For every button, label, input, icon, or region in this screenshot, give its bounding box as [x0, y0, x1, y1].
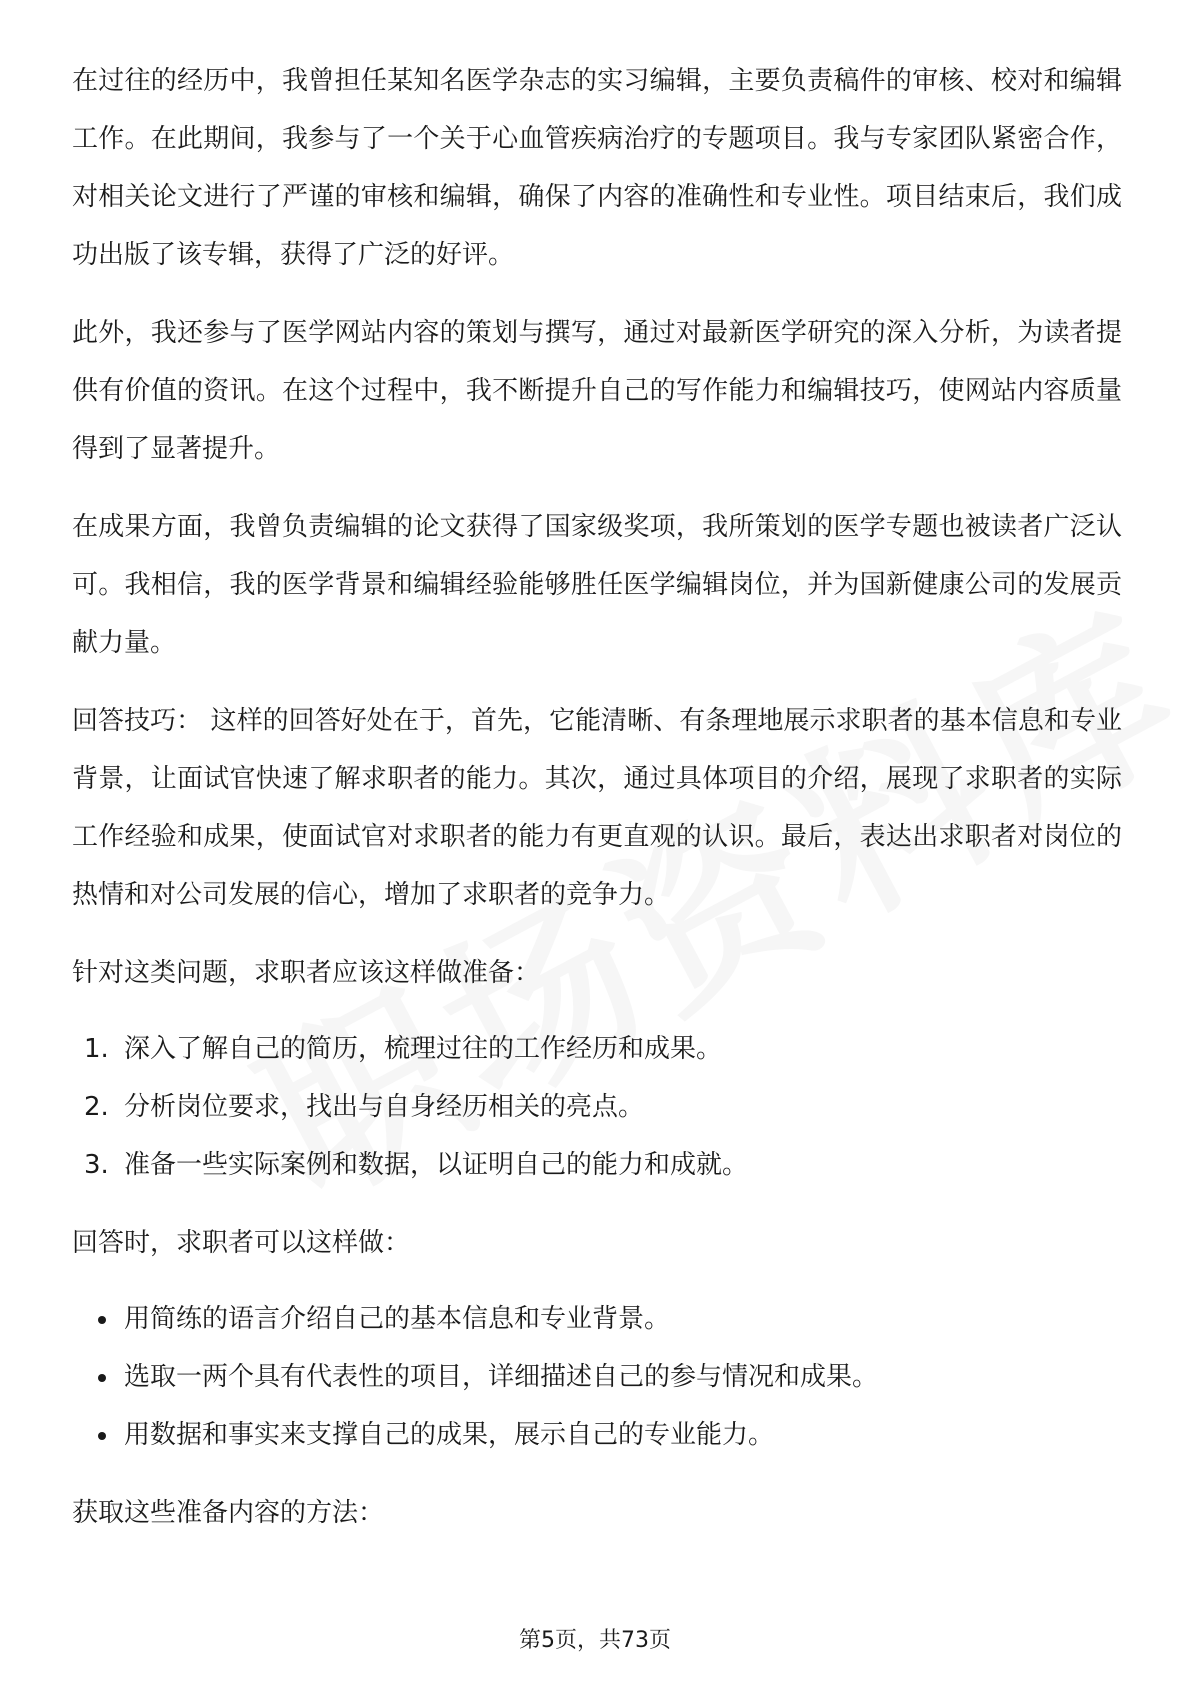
paragraph-methods-intro: 获取这些准备内容的方法： [72, 1498, 385, 1528]
paragraph-prep-intro: 针对这类问题，求职者应该这样做准备： [72, 958, 541, 988]
paragraph-answer-intro: 回答时，求职者可以这样做： [72, 1228, 411, 1258]
prep-list [72, 1020, 1122, 1194]
bullet-icon [98, 1316, 106, 1324]
bullet-icon [98, 1374, 106, 1382]
bullet-icon [98, 1432, 106, 1440]
list-item-text: 用简练的语言介绍自己的基本信息和专业背景。 [124, 1304, 671, 1334]
list-item [72, 1290, 1122, 1348]
list-item-text: 选取一两个具有代表性的项目，详细描述自己的参与情况和成果。 [124, 1362, 879, 1392]
list-number: 1. [84, 1034, 109, 1064]
page-number: 第5页，共73页 [519, 1628, 671, 1653]
list-number: 2. [84, 1092, 109, 1122]
paragraph-achievements: 在成果方面，我曾负责编辑的论文获得了国家级奖项，我所策划的医学专题也被读者广泛认可。我相信，我的医学背景和编辑经验能够胜任医学编辑岗位，并为国新健康公司的发展贡献力量。 [72, 512, 1122, 658]
list-item [72, 1348, 1122, 1406]
paragraph-answer-tips: 回答技巧： 这样的回答好处在于，首先，它能清晰、有条理地展示求职者的基本信息和专业背景，让面试官快速了解求职者的能力。其次，通过具体项目的介绍，展现了求职者的实际工作经验和成果，使面试官对求职者的能力有更直观的认识。最后，表达出求职者对岗位的热情和对公司发展的信心，增加了求职者的竞争力。 [72, 706, 1122, 910]
list-item [72, 1406, 1122, 1464]
list-item-text: 准备一些实际案例和数据，以证明自己的能力和成就。 [124, 1150, 749, 1180]
list-number: 3. [84, 1150, 109, 1180]
paragraph-website-work: 此外，我还参与了医学网站内容的策划与撰写，通过对最新医学研究的深入分析，为读者提供有价值的资讯。在这个过程中，我不断提升自己的写作能力和编辑技巧，使网站内容质量得到了显著提升。 [72, 318, 1122, 464]
list-item [72, 1020, 1122, 1078]
answer-list [72, 1290, 1122, 1464]
list-item-text: 深入了解自己的简历，梳理过往的工作经历和成果。 [124, 1034, 723, 1064]
list-item [72, 1078, 1122, 1136]
document-body [72, 52, 1122, 1562]
paragraph-experience: 在过往的经历中，我曾担任某知名医学杂志的实习编辑，主要负责稿件的审核、校对和编辑工作。在此期间，我参与了一个关于心血管疾病治疗的专题项目。我与专家团队紧密合作，对相关论文进行了严谨的审核和编辑，确保了内容的准确性和专业性。项目结束后，我们成功出版了该专辑，获得了广泛的好评。 [72, 66, 1122, 270]
list-item-text: 用数据和事实来支撑自己的成果，展示自己的专业能力。 [124, 1420, 775, 1450]
list-item [72, 1136, 1122, 1194]
list-item-text: 分析岗位要求，找出与自身经历相关的亮点。 [124, 1092, 645, 1122]
